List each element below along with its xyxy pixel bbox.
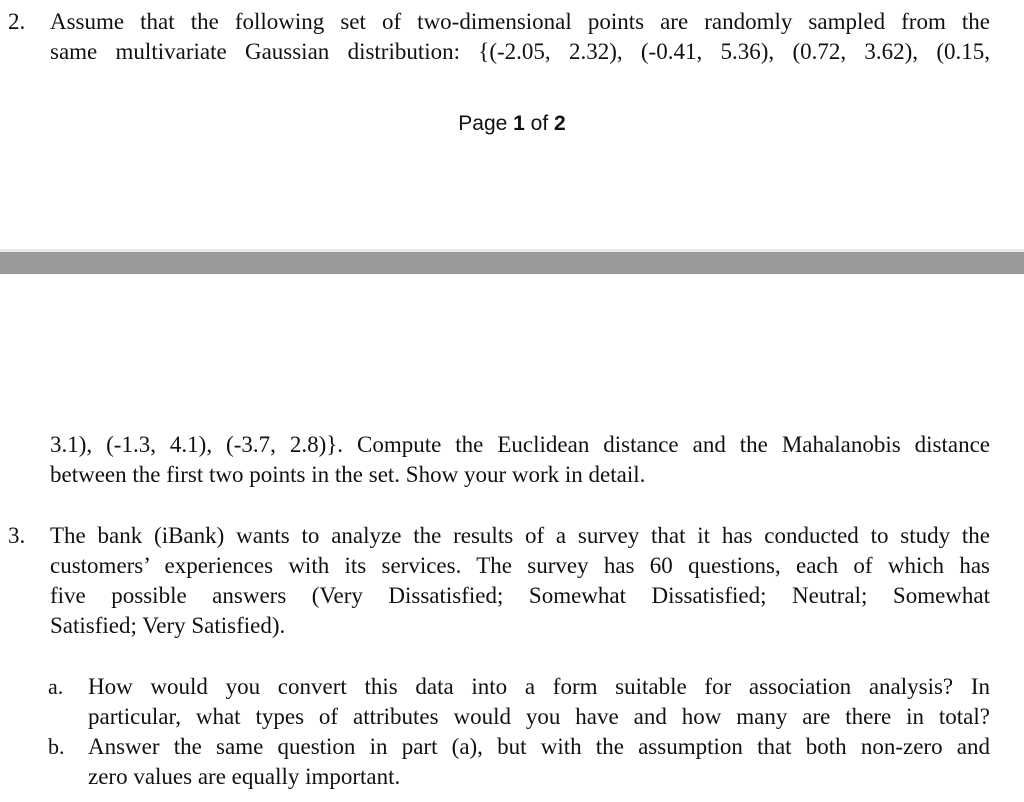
question-3-line-1: The bank (iBank) wants to analyze the results of a survey that it has conducted to study the [50, 523, 990, 548]
question-2-line-1: Assume that the following set of two-dimensional points are randomly sampled from the [50, 9, 990, 34]
question-2-continued-line-1: 3.1), (-1.3, 4.1), (-3.7, 2.8)}. Compute the Euclidean distance and the Mahalanobis distance [50, 432, 990, 457]
part-a-letter: a. [48, 674, 64, 699]
part-a-line-2: particular, what types of attributes would you have and how many are there in total? [88, 704, 990, 729]
page-footer [0, 112, 1024, 136]
part-b-letter: b. [48, 734, 65, 759]
question-2-number: 2. [8, 9, 26, 34]
question-2-text [50, 7, 990, 67]
question-3-line-4: Satisfied; Very Satisfied). [50, 613, 286, 638]
question-3-number: 3. [8, 523, 26, 548]
part-b-line-1: Answer the same question in part (a), but with the assumption that both non-zero and [88, 734, 990, 759]
question-3-text [50, 521, 990, 641]
question-2-line-2: same multivariate Gaussian distribution: {(-2.05, 2.32), (-0.41, 5.36), (0.72, 3.62), (0.15, [50, 39, 990, 64]
part-b-text [88, 732, 990, 792]
page-label: Page [458, 112, 514, 135]
page-1 [0, 0, 1024, 252]
page-break-separator [0, 252, 1024, 274]
question-3-line-3: five possible answers (Very Dissatisfied; Somewhat Dissatisfied; Neutral; Somewhat [50, 583, 990, 608]
question-2-continued-text [50, 430, 990, 490]
page-current-number: 1 [513, 112, 525, 135]
page-2 [0, 274, 1024, 802]
part-b-line-2: zero values are equally important. [88, 764, 401, 789]
page-of-label: of [524, 112, 555, 135]
page-total-number: 2 [554, 112, 566, 135]
part-a-line-1: How would you convert this data into a form suitable for association analysis? In [88, 674, 990, 699]
question-3-line-2: customers’ experiences with its services. The survey has 60 questions, each of which has [50, 553, 990, 578]
part-a-text [88, 672, 990, 732]
question-2-continued-line-2: between the first two points in the set. Show your work in detail. [50, 462, 646, 487]
